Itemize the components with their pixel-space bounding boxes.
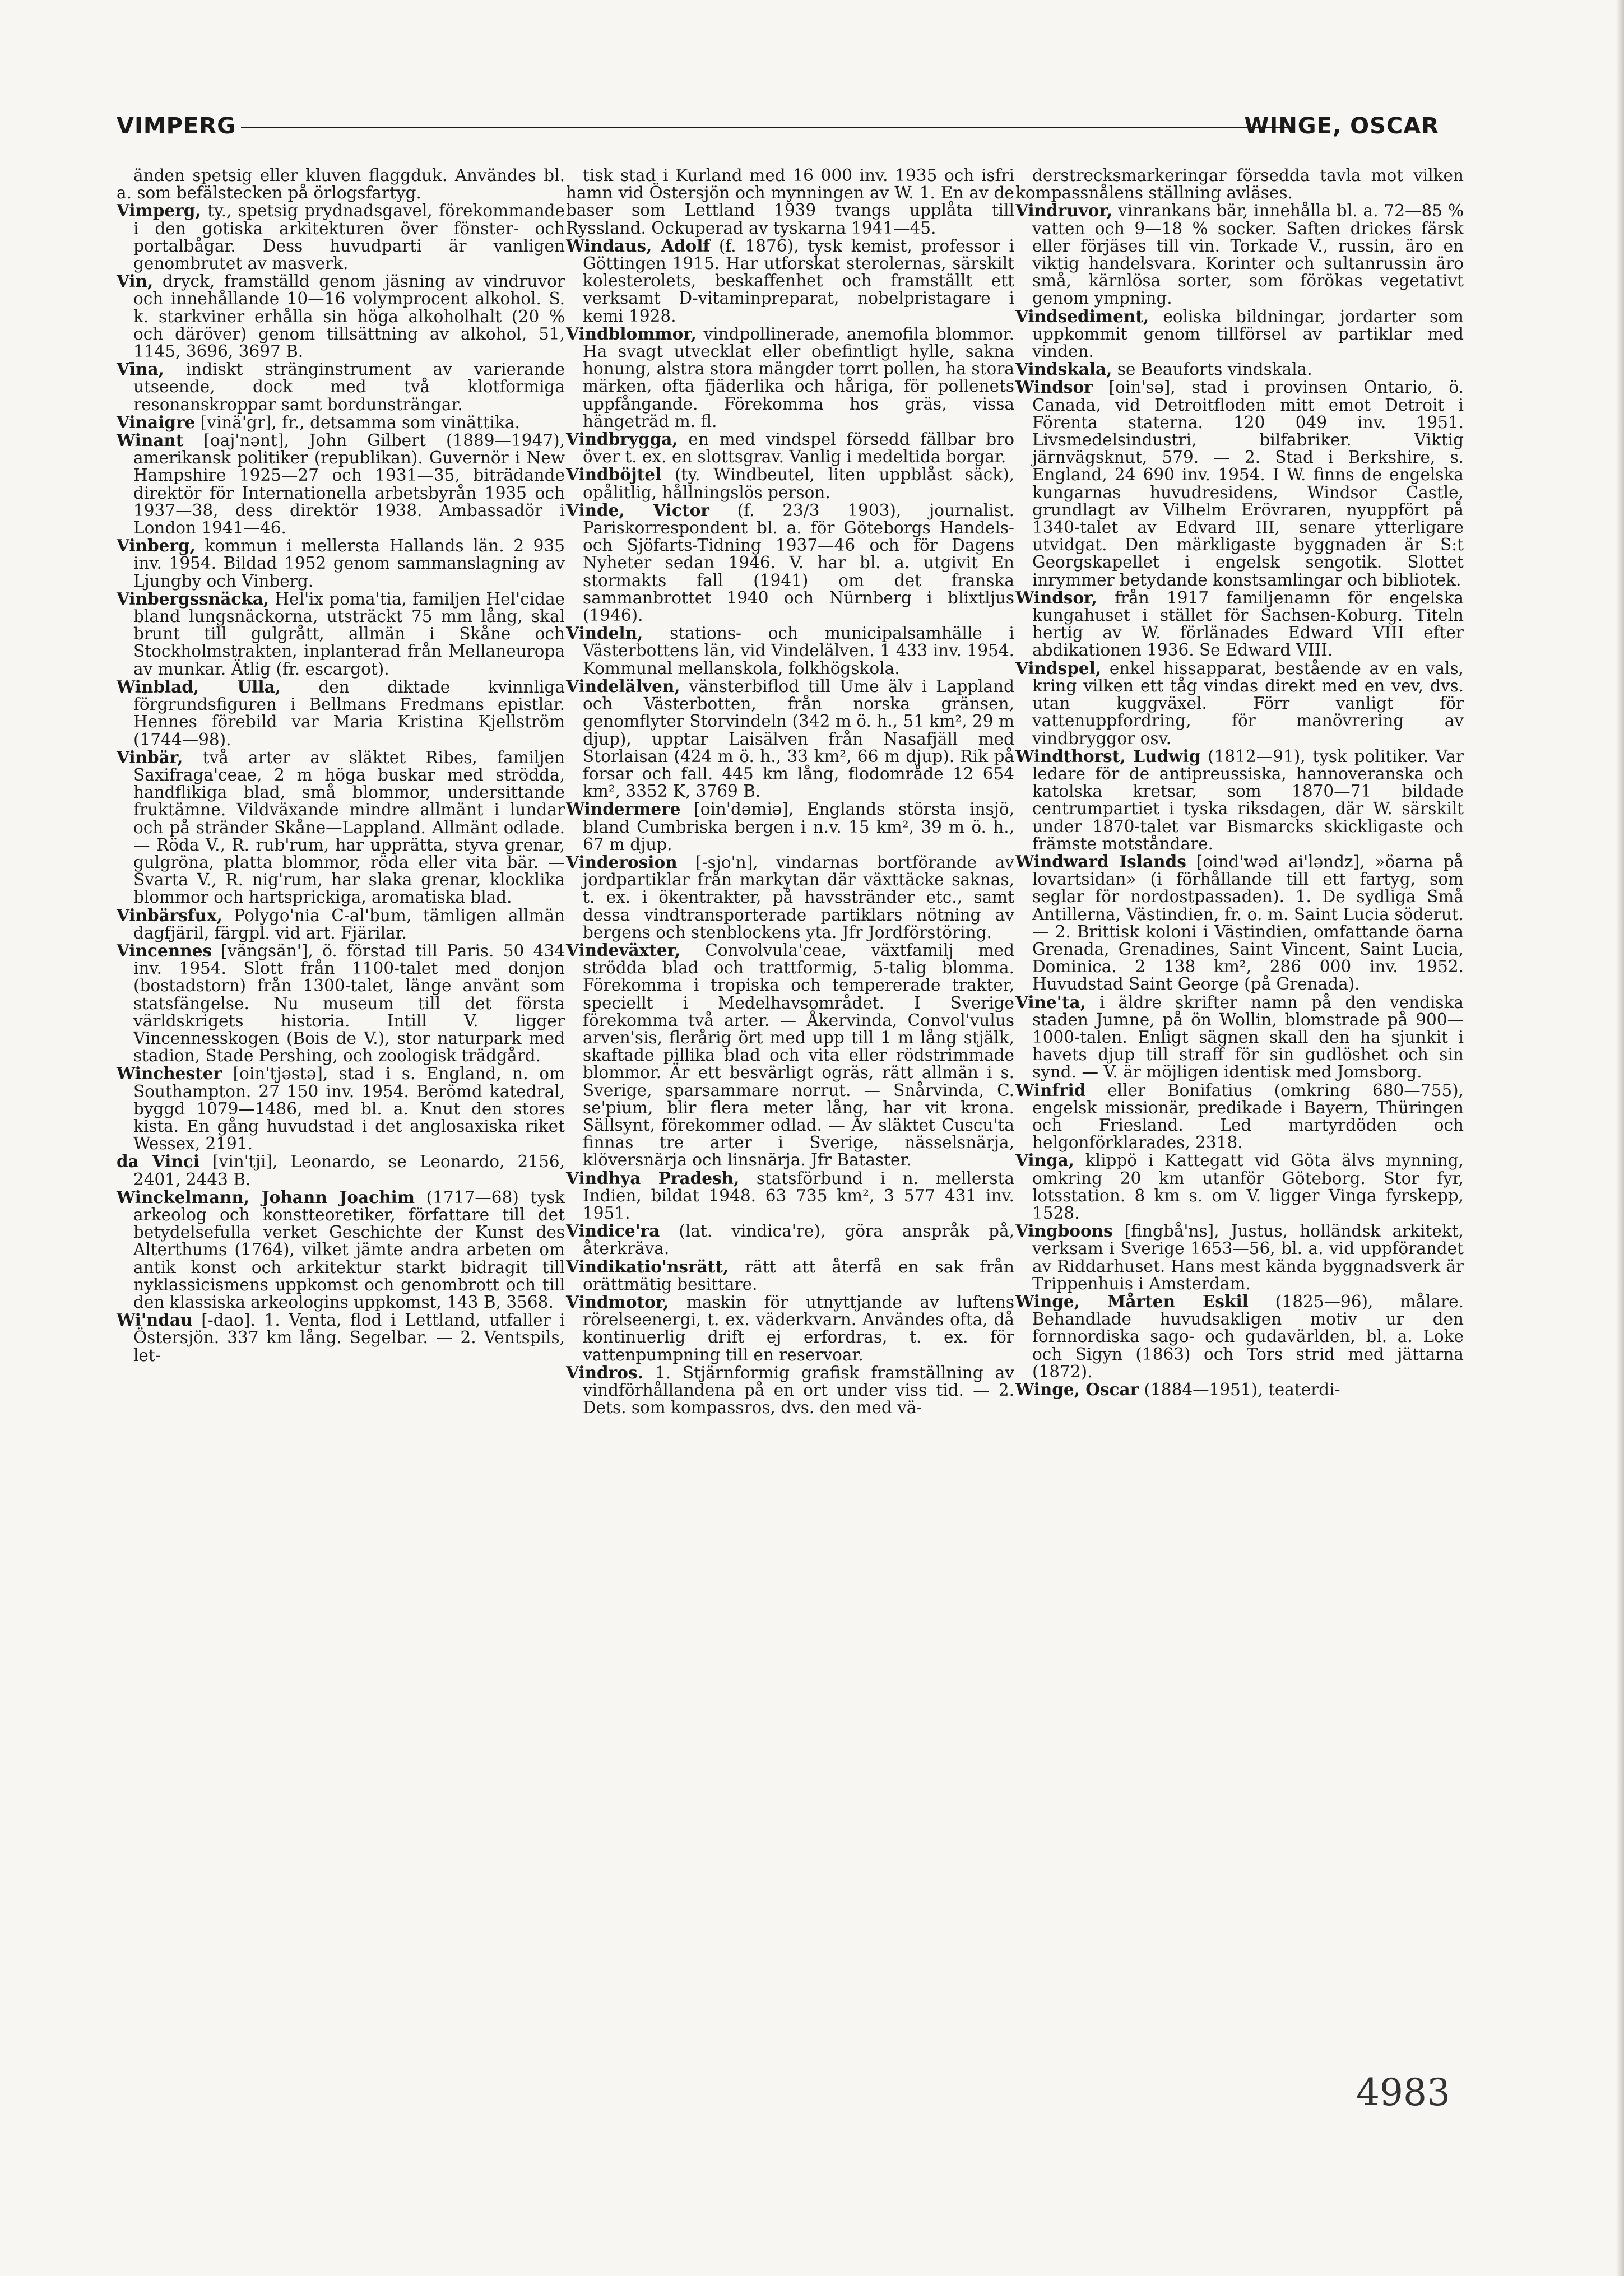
- entry-headword: Vinbär,: [117, 747, 183, 767]
- entry-text: [vin'tji], Leonardo, se Leonardo, 2156, 2401, 2443 B.: [133, 1152, 565, 1189]
- dictionary-entry: [1015, 1381, 1464, 1399]
- entry-headword: da Vinci: [117, 1151, 199, 1172]
- dictionary-entry: [117, 360, 565, 414]
- dictionary-entry: [1015, 1081, 1464, 1152]
- entry-headword: Winchester: [117, 1063, 222, 1084]
- page-binding-edge: [1616, 0, 1624, 2276]
- entry-text: rätt att återfå en sak från orättmätig besittare.: [583, 1257, 1014, 1294]
- dictionary-entry: [117, 907, 565, 942]
- dictionary-entry: [1015, 659, 1464, 747]
- entry-headword: Windward Islands: [1015, 851, 1186, 871]
- dictionary-entry: [566, 430, 1014, 466]
- entry-text: eller Bonifatius (omkring 680—755), engelsk missionär, predikade i Bayern, Thüringen och Friesland. Led martyrdöden och helgonförklarades, 2318.: [1032, 1080, 1464, 1153]
- dictionary-entry: [1015, 1151, 1464, 1222]
- entry-headword: Vindeväxter,: [566, 940, 681, 960]
- entry-headword: Vinga,: [1015, 1150, 1075, 1170]
- entry-headword: Vindböjtel: [566, 465, 662, 485]
- dictionary-entry: [117, 1065, 565, 1153]
- dictionary-entry: [1015, 747, 1464, 853]
- entry-headword: Winge, Oscar: [1015, 1379, 1139, 1400]
- entry-text: (lat. vindica're), göra anspråk på, återkräva.: [583, 1221, 1014, 1258]
- dictionary-entry: [117, 749, 565, 907]
- entry-text: [-dao]. 1. Venta, flod i Lettland, utfaller i Östersjön. 337 km lång. Segelbar. — 2. Ventspils, let-: [133, 1311, 565, 1365]
- entry-text: vänsterbiflod till Ume älv i Lappland och Västerbotten, från norska gränsen, genomflyter Storvindeln (342 m ö. h., 51 km², 29 m djup), upptar Laisälven från Nasafjäll med Storlaisan (424 m ö. h., 33 km², 66 m djup). Rik på forsar och fall. 445 km lång, flodområde 12 654 km², 3352 K, 3769 B.: [583, 676, 1014, 801]
- entry-headword: Vindbrygga,: [566, 429, 678, 449]
- entry-headword: Vindsediment,: [1015, 306, 1149, 326]
- entry-headword: Windsor: [1015, 377, 1093, 397]
- entry-headword: Vinberg,: [117, 536, 196, 556]
- entry-headword: Winckelmann, Johann Joachim: [117, 1187, 415, 1207]
- entry-headword: Vīna,: [117, 359, 164, 379]
- entry-headword: Windthorst, Ludwig: [1015, 746, 1201, 766]
- dictionary-entry: [1015, 308, 1464, 361]
- entry-headword: Wi'ndau: [117, 1310, 193, 1330]
- entry-text: (1717—68) tysk arkeolog och konstteoretiker, författare till det betydelsefulla verket Geschichte der Kunst des Alterthums (1764), vilket jämte andra arbeten om antik konst och arkitektur starkt bidragit till nyklassicismens uppkomst och genombrott och till den klassiska arkeologins uppkomst, 143 B, 3568.: [133, 1187, 565, 1312]
- entry-text: kommun i mellersta Hallands län. 2 935 inv. 1954. Bildad 1952 genom sammanslagning av Ljungby och Vinberg.: [133, 536, 565, 591]
- entry-text: två arter av släktet Ribes, familjen Saxifraga'ceae, 2 m höga buskar med strödda, handflikiga blad, små blommor, undersittande fruktämne. Vildväxande mindre allmänt i lundar och på stränder Skåne—Lappland. Allmänt odlade. — Röda V., R. rub'rum, har upprätta, styva grenar, gulgröna, platta blommor, röda eller vita bär. — Svarta V., R. nig'rum, har slaka grenar, klocklika blommor och hartsprickiga, aromatiska blad.: [133, 747, 565, 907]
- dictionary-entry: [566, 1222, 1014, 1257]
- entry-headword: Vinbärsfux,: [117, 905, 222, 925]
- entry-text: klippö i Kattegatt vid Göta älvs mynning, omkring 20 km utanför Göteborg. Stor fyr, lotsstation. 8 km s. om V. ligger Vinga fyrskepp, 1528.: [1032, 1151, 1464, 1223]
- dictionary-entry: [566, 677, 1014, 800]
- entry-text: (1812—91), tysk politiker. Var ledare för de antipreussiska, hannoveranska och katolska kretsar, som 1870—71 bildade centrumpartiet i tyska riksdagen, där W. särskilt under 1870-talet var Bismarcks skickligaste och främste motståndare.: [1032, 746, 1464, 853]
- entry-headword: Vindros.: [566, 1362, 643, 1382]
- entry-text: se Beauforts vindskala.: [1112, 360, 1312, 379]
- entry-text: Convolvula'ceae, växtfamilj med strödda blad och trattformig, 5-talig blomma. Förekomma i tropiska och tempererade trakter, speciellt i Medelhavsområdet. I Sverige förekomma två arter. — Åkervinda, Convol'vulus arven'sis, flerårig ört med upp till 1 m lång stjälk, skaftade pillika blad och vita eller rödstrimmade blommor. Är ett besvärligt ogräs, rätt allmän i s. Sverige, sparsammare norrut. — Snårvinda, C. se'pium, blir flera meter lång, har vit krona. Sällsynt, förekommer odlad. — Av släktet Cuscu'ta finnas tre arter i Sverige, nässelsnärja, klöversnärja och linsnärja. Jfr Bataster.: [583, 940, 1014, 1170]
- dictionary-entry: [1015, 993, 1464, 1081]
- dictionary-entry: [566, 941, 1014, 1169]
- entry-text: (ty. Windbeutel, liten uppblåst säck), opålitlig, hållningslös person.: [583, 465, 1014, 502]
- dictionary-entry: [117, 537, 565, 590]
- entry-headword: Vinaigre: [117, 412, 196, 432]
- entry-text: (f. 1876), tysk kemist, professor i Göttingen 1915. Har utforskat sterolernas, särskilt kolesterolets, beskaffenhet och framställt ett verksamt D-vitaminpreparat, nobelpristagare i kemi 1928.: [583, 236, 1014, 326]
- entry-text: tisk stad i Kurland med 16 000 inv. 1935 och isfri hamn vid Östersjön och mynningen av W. 1. En av de baser som Lettland 1939 tvangs upplåta till Ryssland. Ockuperad av tyskarna 1941—45.: [566, 166, 1014, 238]
- header-rule: [241, 127, 1288, 128]
- entry-text: (f. 23/3 1903), journalist. Pariskorrespondent bl. a. för Göteborgs Handels- och Sjöfarts-Tidning 1937—46 och för Dagens Nyheter sedan 1946. V. har bl. a. utgivit En stormakts fall (1941) om det franska sammanbrottet 1940 och Nürnberg i blixtljus (1946).: [583, 500, 1014, 625]
- entry-headword: Vine'ta,: [1015, 992, 1086, 1012]
- entry-text: [vängsän'], ö. förstad till Paris. 50 434 inv. 1954. Slott från 1100-talet med donjon (bostadstorn) från 1300-talet, länge använt som statsfängelse. Nu museum till det första världskrigets historia. Intill V. ligger Vincennesskogen (Bois de V.), stor naturpark med stadion, Stade Pershing, och zoologisk trädgård.: [133, 941, 565, 1066]
- dictionary-entry: [566, 501, 1014, 624]
- dictionary-entry: [1015, 378, 1464, 588]
- entry-headword: Windaus, Adolf: [566, 235, 711, 256]
- entry-headword: Vin,: [117, 271, 154, 291]
- dictionary-entry: [566, 466, 1014, 501]
- dictionary-entry: [566, 237, 1014, 325]
- entry-headword: Vindskala,: [1015, 359, 1112, 379]
- dictionary-entry: [117, 678, 565, 749]
- entry-headword: Winblad, Ulla,: [117, 676, 281, 696]
- entry-text: eoliska bildningar, jordarter som uppkommit genom tillförsel av partiklar med vinden.: [1032, 306, 1464, 361]
- entry-text: [-sjo'n], vindarnas bortförande av jordpartiklar från markytan där växttäcke saknas, t. ex. i ökentrakter, på havsstränder etc., samt dessa vindtransporterade partiklars nötning av bergens och stenblockens yta. Jfr Jordförstöring.: [583, 852, 1014, 942]
- dictionary-entry: [566, 853, 1014, 941]
- entry-text: [vinä'gr], fr., detsamma som vinättika.: [195, 412, 520, 432]
- entry-text: [oin'tjəstə], stad i s. England, n. om Southampton. 27 150 inv. 1954. Berömd katedral, byggd 1079—1486, med bl. a. Knut den stores kista. En gång huvudstad i det anglosaxiska riket Wessex, 2191.: [133, 1064, 565, 1154]
- entry-headword: Vimperg,: [117, 201, 201, 221]
- entry-headword: Windermere: [566, 799, 681, 819]
- entry-text: den diktade kvinnliga förgrundsfiguren i Bellmans Fredmans epistlar. Hennes förebild var Maria Kristina Kjellström (1744—98).: [133, 677, 565, 749]
- entry-text: Hel'ix poma'tia, familjen Hel'cidae bland lungsnäckorna, utsträckt 75 mm lång, skal brunt till gulgrått, allmän i Skåne och Stockholmstrakten, inplanterad från Mellaneuropa av munkar. Ätlig (fr. escargot).: [133, 589, 565, 679]
- dictionary-entry: [566, 1169, 1014, 1223]
- entry-text: vindpollinerade, anemofila blommor. Ha svagt utvecklat eller obefintligt hylle, sakna honung, alstra stora mängder torrt pollen, ha stora märken, ofta fjäderlika och håriga, för pollenets uppfångande. Förekomma hos gräs, vissa hängeträd m. fl.: [583, 324, 1014, 431]
- entry-headword: Vindeln,: [566, 623, 643, 643]
- dictionary-entry: [566, 1258, 1014, 1293]
- dictionary-entry: [1015, 202, 1464, 307]
- entry-headword: Vindice'ra: [566, 1221, 660, 1241]
- entry-text: (1825—96), målare. Behandlade huvudsakligen motiv ur den fornnordiska sago- och gudavärlden, bl. a. Loke och Sigyn (1863) och Tors strid med jättarna (1872).: [1032, 1292, 1464, 1381]
- dictionary-entry: [117, 431, 565, 537]
- dictionary-entry: [566, 1293, 1014, 1364]
- running-head-left: VIMPERG: [117, 113, 236, 139]
- dictionary-entry: [566, 1364, 1014, 1417]
- entry-text: änden spetsig eller kluven flaggduk. Användes bl. a. som befälstecken på örlogsfartyg.: [117, 166, 565, 203]
- entry-text: derstrecksmarkeringar försedda tavla mot vilken kompassnålens ställning avläses.: [1015, 166, 1464, 203]
- dictionary-entry: [566, 167, 1014, 237]
- entry-text: 1. Stjärnformig grafisk framställning av vindförhållandena på en ort under viss tid. — 2. Dets. som kompassros, dvs. den med vä-: [583, 1363, 1014, 1418]
- entry-headword: Vingboons: [1015, 1221, 1113, 1241]
- entry-headword: Winge, Mårten Eskil: [1015, 1292, 1249, 1311]
- running-head-right: WINGE, OSCAR: [1244, 113, 1439, 139]
- dictionary-entry: [1015, 1293, 1464, 1381]
- entry-headword: Vindblommor,: [566, 323, 697, 343]
- entry-headword: Vinde, Victor: [566, 500, 709, 520]
- entry-headword: Winant: [117, 430, 184, 450]
- entry-text: en med vindspel försedd fällbar bro över t. ex. en slottsgrav. Vanlig i medeltida borgar.: [583, 430, 1014, 467]
- entry-text: maskin för utnyttjande av luftens rörelseenergi, t. ex. väderkvarn. Användes ofta, då kontinuerlig drift ej erfordras, t. ex. för vattenpumpning till en reservoar.: [583, 1293, 1014, 1364]
- entry-headword: Vinderosion: [566, 852, 678, 872]
- entry-text: stations- och municipalsamhälle i Västerbottens län, vid Vindelälven. 1 433 inv. 1954. Kommunal mellanskola, folkhögskola.: [583, 624, 1014, 678]
- entry-headword: Vindelälven,: [566, 676, 680, 696]
- dictionary-entry: [117, 1153, 565, 1188]
- dictionary-entry: [566, 624, 1014, 677]
- text-column-3: [1015, 167, 1464, 1399]
- entry-text: i äldre skrifter namn på den vendiska staden Jumne, på ön Wollin, blomstrade på 900—1000-talen. Enligt sägnen skall den ha sjunkit i havets djup till straff för sin gudlöshet och sin synd. — V. är möjligen identisk med Jomsborg.: [1032, 992, 1464, 1082]
- entry-text: [oin'dəmiə], Englands största insjö, bland Cumbriska bergen i n.v. 15 km², 39 m ö. h., 67 m djup.: [583, 800, 1014, 854]
- entry-headword: Vindruvor,: [1015, 201, 1113, 221]
- dictionary-entry: [566, 800, 1014, 853]
- entry-headword: Vindhya Pradesh,: [566, 1168, 740, 1188]
- text-column-2: [566, 167, 1014, 1416]
- text-column-1: [117, 167, 565, 1364]
- dictionary-entry: [117, 272, 565, 360]
- entry-text: Polygo'nia C-al'bum, tämligen allmän dagfjäril, färgpl. vid art. Fjärilar.: [133, 905, 565, 942]
- dictionary-entry: [566, 325, 1014, 430]
- dictionary-entry: [117, 590, 565, 678]
- entry-headword: Vindikatio'nsrätt,: [566, 1256, 729, 1276]
- dictionary-entry: [117, 1188, 565, 1311]
- entry-text: dryck, framställd genom jäsning av vindruvor och innehållande 10—16 volymprocent alkohol. S. k. starkviner erhålla sin höga alkoholhalt (20 % och däröver) genom tillsättning av alkohol, 51, 1145, 3696, 3697 B.: [133, 272, 565, 361]
- dictionary-entry: [1015, 1222, 1464, 1293]
- entry-headword: Vindmotor,: [566, 1292, 669, 1312]
- dictionary-entry: [117, 167, 565, 202]
- entry-headword: Vindspel,: [1015, 658, 1102, 678]
- dictionary-entry: [117, 414, 565, 431]
- entry-text: från 1917 familjenamn för engelska kungahuset i stället för Sachsen-Koburg. Titeln hertig av W. förlänades Edward VIII efter abdikationen 1936. Se Edward VIII.: [1032, 588, 1464, 660]
- entry-text: enkel hissapparat, bestående av en vals, kring vilken ett tåg vindas direkt med en vev, dvs. utan kuggväxel. Förr vanligt för vattenuppfordring, för manövrering av vindbryggor osv.: [1032, 658, 1464, 748]
- entry-text: indiskt stränginstrument av varierande utseende, dock med två klotformiga resonanskroppar samt bordunsträngar.: [133, 360, 565, 414]
- dictionary-entry: [1015, 853, 1464, 993]
- dictionary-entry: [1015, 167, 1464, 202]
- entry-headword: Vincennes: [117, 940, 212, 960]
- dictionary-entry: [1015, 360, 1464, 378]
- entry-text: ty., spetsig prydnadsgavel, förekommande i den gotiska arkitekturen över fönster- och portalbågar. Dess huvudparti är vanligen genombrutet av masverk.: [133, 201, 565, 273]
- entry-text: [oin'sə], stad i provinsen Ontario, ö. Canada, vid Detroitfloden mitt emot Detroit i Förenta staterna. 120 049 inv. 1951. Livsmedelsindustri, bilfabriker. Viktig järnvägsknut, 579. — 2. Stad i Berkshire, s. England, 24 690 inv. 1954. I W. finns de engelska kungarnas huvudresidens, Windsor Castle, grundlagt av Vilhelm Erövraren, nyuppfört på 1340-talet av Edvard III, senare ytterligare utvidgat. Den märkligaste byggnaden är S:t Georgskapellet i engelsk sengotik. Slottet inrymmer betydande konstsamlingar och bibliotek.: [1032, 378, 1464, 589]
- dictionary-entry: [1015, 589, 1464, 659]
- entry-headword: Windsor,: [1015, 587, 1097, 607]
- entry-headword: Winfrid: [1015, 1080, 1086, 1100]
- entry-text: [fingbå'ns], Justus, holländsk arkitekt, verksam i Sverige 1653—56, bl. a. vid uppförandet av Riddarhuset. Hans mest kända byggnadsverk är Trippenhuis i Amsterdam.: [1032, 1221, 1464, 1293]
- dictionary-entry: [117, 202, 565, 272]
- dictionary-entry: [117, 1311, 565, 1364]
- entry-text: [oind'wəd ai'ləndz], »öarna på lovartsidan» (i förhållande till ett fartyg, som seglar för nordostpassaden). 1. De sydliga Små Antillerna, Västindien, fr. o. m. Saint Lucia söderut. — 2. Brittisk koloni i Västindien, omfattande öarna Grenada, Grenadines, Saint Vincent, Saint Lucia, Dominica. 2 138 km², 286 000 inv. 1952. Huvudstad Saint George (på Grenada).: [1032, 852, 1464, 994]
- entry-text: vinrankans bär, innehålla bl. a. 72—85 % vatten och 9—18 % socker. Saften drickes färsk eller förjäses till vin. Torkade V., russin, äro en viktig handelsvara. Korinter och sultanrussin äro små, kärnlösa sorter, som förökas vegetativt genom ympning.: [1032, 201, 1464, 308]
- dictionary-entry: [117, 942, 565, 1065]
- page-number: 4983: [1356, 2071, 1450, 2114]
- entry-text: [oaj'nənt], John Gilbert (1889—1947), amerikansk politiker (republikan). Guvernör i New Hampshire 1925—27 och 1931—35, biträdande direktör för Internationella arbetsbyrån 1935 och 1937—38, dess direktör 1938. Ambassadör i London 1941—46.: [133, 431, 565, 538]
- entry-headword: Vinbergssnäcka,: [117, 588, 270, 609]
- entry-text: (1884—1951), teaterdi-: [1139, 1380, 1340, 1400]
- entry-text: statsförbund i n. mellersta Indien, bildat 1948. 63 735 km², 3 577 431 inv. 1951.: [583, 1168, 1014, 1223]
